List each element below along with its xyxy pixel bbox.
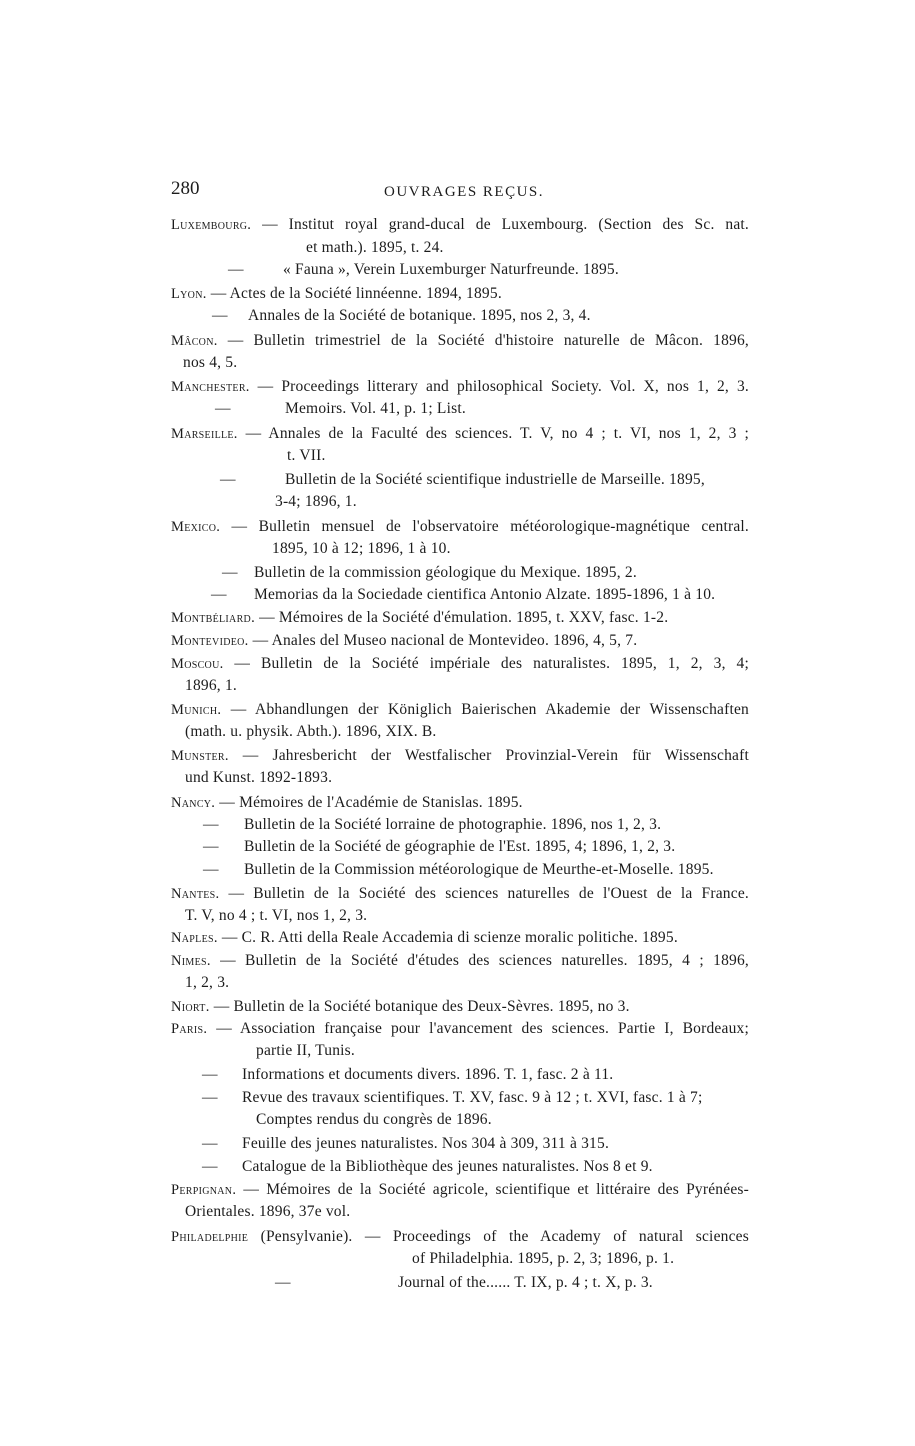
- ditto-dash: —: [212, 307, 228, 324]
- entry-text: — Bulletin de la Société des sciences naturelles de l'Ouest de la France.: [219, 885, 749, 902]
- entry-text: Memorias da la Sociedade cientifica Antonio Alzate. 1895-1896, 1 à 10.: [254, 586, 716, 603]
- text-line: [171, 516, 749, 538]
- text-line: [211, 584, 715, 606]
- entry-text: Revue des travaux scientifiques. T. XV, fasc. 9 à 12 ; t. XVI, fasc. 1 à 7;: [242, 1089, 703, 1106]
- entry-text: partie II, Tunis.: [256, 1042, 355, 1059]
- entry-text: — Abhandlungen der Königlich Baierischen Akademie der Wissenschaften: [221, 701, 749, 718]
- entry-text: Bulletin de la Société scientifique industrielle de Marseille. 1895,: [285, 471, 705, 488]
- text-line: [171, 607, 668, 629]
- text-line: [202, 1156, 653, 1178]
- text-line: [185, 721, 437, 743]
- entry-text: — Bulletin de la Société d'études des sciences naturelles. 1895, 4 ; 1896,: [210, 952, 749, 969]
- ditto-dash: —: [211, 586, 227, 603]
- place-name: Mexico.: [171, 519, 221, 535]
- text-line: [171, 376, 749, 398]
- text-line: [171, 883, 749, 905]
- entry-text: Annales de la Société de botanique. 1895, nos 2, 3, 4.: [248, 307, 591, 324]
- place-name: Moscou.: [171, 656, 224, 672]
- place-name: Naples.: [171, 930, 218, 946]
- entry-text: — Association française pour l'avancement des sciences. Partie I, Bordeaux;: [207, 1020, 749, 1037]
- text-line: [212, 305, 591, 327]
- place-name: Munich.: [171, 702, 222, 718]
- text-line: [171, 1018, 749, 1040]
- entry-text: — Annales de la Faculté des sciences. T. V, no 4 ; t. VI, nos 1, 2, 3 ;: [237, 425, 749, 442]
- entry-text: Memoirs. Vol. 41, p. 1; List.: [285, 400, 466, 417]
- place-name: Paris.: [171, 1021, 208, 1037]
- text-line: [171, 745, 749, 767]
- entry-text: « Fauna », Verein Luxemburger Naturfreunde. 1895.: [283, 261, 619, 278]
- entry-text: — Anales del Museo nacional de Montevideo. 1896, 4, 5, 7.: [248, 632, 638, 649]
- entry-text: 1896, 1.: [185, 677, 237, 694]
- entry-text: (Pensylvanie). — Proceedings of the Academy of natural sciences: [248, 1228, 749, 1245]
- text-line: [202, 1087, 703, 1109]
- place-name: Nimes.: [171, 953, 211, 969]
- text-line: [412, 1248, 674, 1270]
- text-line: [171, 1226, 749, 1248]
- place-name: Marseille.: [171, 426, 238, 442]
- text-line: [185, 972, 229, 994]
- text-line: [185, 1201, 350, 1223]
- entry-text: nos 4, 5.: [183, 354, 238, 371]
- place-name: Niort.: [171, 999, 210, 1015]
- text-line: [203, 836, 675, 858]
- entry-text: Feuille des jeunes naturalistes. Nos 304 à 309, 311 à 315.: [242, 1135, 610, 1152]
- text-line: [203, 859, 714, 881]
- text-line: [306, 237, 444, 259]
- ditto-dash: —: [220, 471, 236, 488]
- place-name: Perpignan.: [171, 1182, 237, 1198]
- entry-text: Bulletin de la Société lorraine de photographie. 1896, nos 1, 2, 3.: [244, 816, 662, 833]
- entry-text: — Actes de la Société linnéenne. 1894, 1895.: [206, 285, 502, 302]
- text-line: [275, 491, 357, 513]
- entry-text: — Bulletin de la Société impériale des naturalistes. 1895, 1, 2, 3, 4;: [223, 655, 749, 672]
- entry-text: et math.). 1895, t. 24.: [306, 239, 444, 256]
- text-line: [171, 950, 749, 972]
- entry-text: Bulletin de la commission géologique du Mexique. 1895, 2.: [254, 564, 637, 581]
- entry-text: und Kunst. 1892-1893.: [185, 769, 333, 786]
- text-line: [272, 538, 451, 560]
- ditto-dash: —: [222, 564, 238, 581]
- entry-text: (math. u. physik. Abth.). 1896, XIX. B.: [185, 723, 437, 740]
- ditto-dash: —: [203, 816, 219, 833]
- text-line: [275, 1272, 653, 1294]
- place-name: Manchester.: [171, 379, 250, 395]
- text-line: [171, 330, 749, 352]
- place-name: Philadelphie: [171, 1229, 249, 1245]
- text-line: [287, 445, 326, 467]
- entry-text: — Mémoires de la Société d'émulation. 1895, t. XXV, fasc. 1-2.: [255, 609, 669, 626]
- text-line: [171, 699, 749, 721]
- text-line: [171, 283, 502, 305]
- text-line: [256, 1040, 355, 1062]
- entry-text: — Proceedings litterary and philosophical Society. Vol. X, nos 1, 2, 3.: [249, 378, 749, 395]
- text-line: [256, 1109, 492, 1131]
- entry-text: — Institut royal grand-ducal de Luxembourg. (Section des Sc. nat.: [251, 216, 749, 233]
- place-name: Mâcon.: [171, 333, 218, 349]
- place-name: Luxembourg.: [171, 217, 252, 233]
- ditto-dash: —: [202, 1135, 218, 1152]
- entry-text: Journal of the...... T. IX, p. 4 ; t. X, p. 3.: [398, 1274, 653, 1291]
- text-line: [171, 927, 678, 949]
- place-name: Munster.: [171, 748, 229, 764]
- place-name: Montbéliard.: [171, 610, 255, 626]
- text-line: [202, 1064, 613, 1086]
- text-line: [185, 675, 237, 697]
- entry-text: — Mémoires de l'Académie de Stanislas. 1895.: [215, 794, 523, 811]
- text-line: [202, 1133, 609, 1155]
- text-line: [228, 259, 619, 281]
- entry-text: Informations et documents divers. 1896. T. 1, fasc. 2 à 11.: [242, 1066, 614, 1083]
- text-line: [171, 214, 749, 236]
- text-line: [183, 352, 237, 374]
- ditto-dash: —: [228, 261, 244, 278]
- entry-text: — Bulletin trimestriel de la Société d'histoire naturelle de Mâcon. 1896,: [217, 332, 749, 349]
- entry-text: Orientales. 1896, 37e vol.: [185, 1203, 351, 1220]
- entry-text: Bulletin de la Société de géographie de l'Est. 1895, 4; 1896, 1, 2, 3.: [244, 838, 676, 855]
- running-title: OUVRAGES REÇUS.: [384, 184, 545, 200]
- entry-text: — Bulletin mensuel de l'observatoire météorologique-magnétique central.: [220, 518, 749, 535]
- text-line: [171, 996, 630, 1018]
- text-line: [171, 792, 523, 814]
- entry-text: Catalogue de la Bibliothèque des jeunes naturalistes. Nos 8 et 9.: [242, 1158, 653, 1175]
- ditto-dash: —: [202, 1158, 218, 1175]
- entry-text: — C. R. Atti della Reale Accademia di scienze moralic politiche. 1895.: [217, 929, 678, 946]
- entry-text: of Philadelphia. 1895, p. 2, 3; 1896, p. 1.: [412, 1250, 675, 1267]
- place-name: Nantes.: [171, 886, 220, 902]
- text-line: [220, 469, 705, 491]
- text-line: [215, 398, 466, 420]
- text-line: [203, 814, 661, 836]
- ditto-dash: —: [275, 1274, 291, 1291]
- entry-text: T. V, no 4 ; t. VI, nos 1, 2, 3.: [185, 907, 368, 924]
- entry-text: — Bulletin de la Société botanique des Deux-Sèvres. 1895, no 3.: [209, 998, 630, 1015]
- entry-text: Comptes rendus du congrès de 1896.: [256, 1111, 492, 1128]
- text-line: [222, 562, 637, 584]
- ditto-dash: —: [215, 400, 231, 417]
- ditto-dash: —: [203, 861, 219, 878]
- entry-text: — Jahresbericht der Westfalischer Provinzial-Verein für Wissenschaft: [228, 747, 749, 764]
- entry-text: 1895, 10 à 12; 1896, 1 à 10.: [272, 540, 451, 557]
- text-line: [171, 653, 749, 675]
- page-number: 280: [171, 178, 200, 199]
- entry-text: t. VII.: [287, 447, 326, 464]
- ditto-dash: —: [202, 1066, 218, 1083]
- entry-text: — Mémoires de la Société agricole, scientifique et littéraire des Pyrénées-: [236, 1181, 749, 1198]
- ditto-dash: —: [203, 838, 219, 855]
- entry-text: 3-4; 1896, 1.: [275, 493, 357, 510]
- text-line: [185, 767, 332, 789]
- text-line: [171, 1179, 749, 1201]
- entry-text: 1, 2, 3.: [185, 974, 230, 991]
- text-line: [171, 630, 637, 652]
- place-name: Nancy.: [171, 795, 216, 811]
- place-name: Montevideo.: [171, 633, 249, 649]
- place-name: Lyon.: [171, 286, 207, 302]
- entry-text: Bulletin de la Commission météorologique de Meurthe-et-Moselle. 1895.: [244, 861, 714, 878]
- text-line: [171, 423, 749, 445]
- text-line: [185, 905, 367, 927]
- ditto-dash: —: [202, 1089, 218, 1106]
